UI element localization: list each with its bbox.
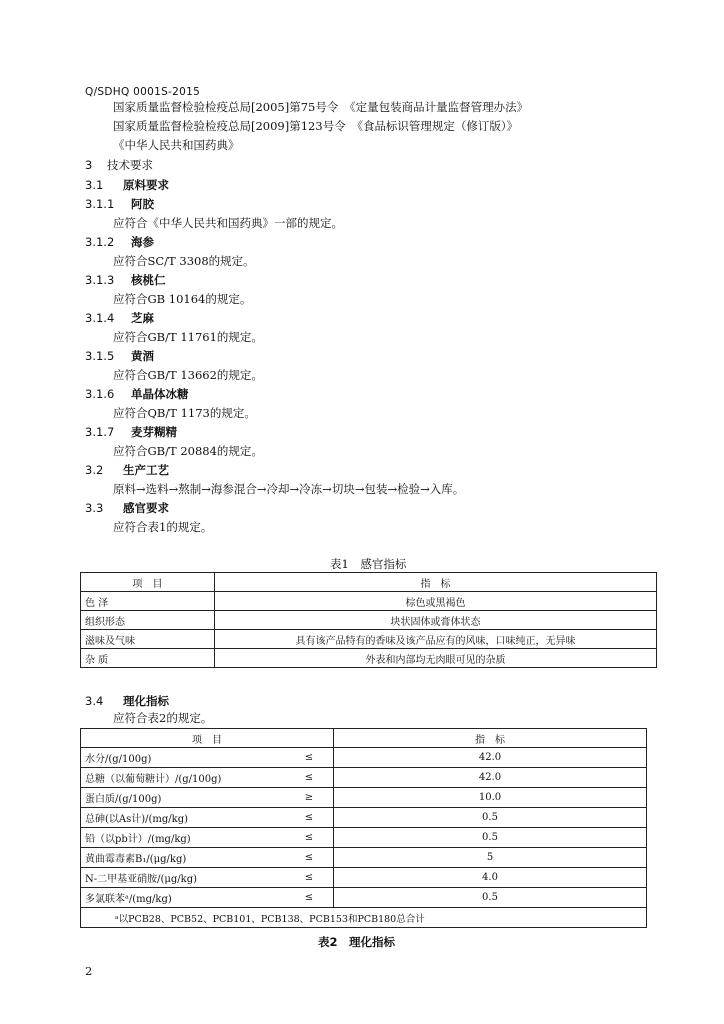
section-title: 芝麻 [131, 311, 154, 325]
table-cell: ≥ [285, 788, 334, 808]
table-cell: ≤ [285, 868, 334, 888]
page-number: 2 [85, 964, 93, 978]
table-row [81, 888, 647, 908]
section-number: 3.1.4 [85, 311, 115, 325]
table-row [81, 868, 647, 888]
section-heading-3-1-5 [85, 348, 154, 364]
table-cell: 42.0 [334, 768, 647, 788]
table-cell: N-二甲基亚硝胺/(μg/kg) [81, 868, 286, 888]
section-text: 应符合《中华人民共和国药典》一部的规定。 [113, 216, 343, 230]
table-cell: 5 [334, 848, 647, 868]
section-number: 3.1 [85, 178, 104, 192]
sensory-table [80, 572, 657, 668]
section-number: 3.1.3 [85, 273, 115, 287]
section-number: 3.1.1 [85, 197, 115, 211]
table-cell: ≤ [285, 748, 334, 768]
table-cell: 水分/(g/100g) [81, 748, 286, 768]
section-number: 3.4 [85, 694, 104, 708]
table-row [81, 768, 647, 788]
section-number: 3.1.5 [85, 349, 115, 363]
table-cell: 块状固体或膏体状态 [215, 611, 657, 630]
table-row [81, 788, 647, 808]
section-heading-3-1-2 [85, 234, 154, 250]
table-cell: 铅（以pb计）/(mg/kg) [81, 828, 286, 848]
section-text: 应符合SC/T 3308的规定。 [113, 254, 255, 268]
table-cell: 4.0 [334, 868, 647, 888]
table-row [81, 630, 657, 649]
table-cell: ≤ [285, 848, 334, 868]
table-header-cell: 指 标 [334, 729, 647, 748]
table-cell: 外表和内部均无肉眼可见的杂质 [215, 649, 657, 668]
section-heading-3-4 [85, 693, 169, 709]
process-flow-text: 原料→选料→熬制→海参混合→冷却→冷冻→切块→包装→检验→入库。 [113, 482, 465, 496]
table1-caption: 表1 感官指标 [330, 557, 407, 571]
table-cell: 总砷(以As计)/(mg/kg) [81, 808, 286, 828]
section-heading-3-1-1 [85, 196, 154, 212]
table2-caption: 表2 理化指标 [318, 935, 396, 949]
section-heading-3-1-6 [85, 386, 189, 402]
table-cell: ≤ [285, 888, 334, 908]
section-title: 麦芽糊精 [131, 425, 177, 439]
section-text: 应符合GB/T 20884的规定。 [113, 444, 263, 458]
table-cell: 多氯联苯ᵃ/(mg/kg) [81, 888, 286, 908]
table-footnote-row [81, 908, 647, 928]
section-text: 应符合表2的规定。 [113, 711, 213, 725]
section-number: 3.1.2 [85, 235, 115, 249]
table-cell: 组织形态 [81, 611, 215, 630]
table-header-cell: 项 目 [81, 729, 334, 748]
table-cell: 杂 质 [81, 649, 215, 668]
table-cell: 42.0 [334, 748, 647, 768]
section-heading-3-1-7 [85, 424, 177, 440]
table-header-cell: 指 标 [215, 573, 657, 592]
section-text: 应符合表1的规定。 [113, 520, 213, 534]
section-text: 应符合QB/T 1173的规定。 [113, 406, 256, 420]
table-cell: 总糖（以葡萄糖计）/(g/100g) [81, 768, 286, 788]
section-title: 生产工艺 [123, 463, 169, 477]
section-title: 阿胶 [131, 197, 154, 211]
section-heading-3-3 [85, 500, 169, 516]
section-heading-3-1-3 [85, 272, 166, 288]
table-cell: 蛋白质/(g/100g) [81, 788, 286, 808]
section-number: 3.1.7 [85, 425, 115, 439]
section-heading-3-1 [85, 177, 169, 193]
table-cell: ≤ [285, 808, 334, 828]
section-text: 应符合GB 10164的规定。 [113, 292, 252, 306]
section-title: 海参 [131, 235, 154, 249]
reference-item: 国家质量监督检验检疫总局[2005]第75号令 《定量包装商品计量监督管理办法》 [113, 100, 529, 114]
section-title: 原料要求 [123, 178, 169, 192]
table-row [81, 828, 647, 848]
table-cell: 10.0 [334, 788, 647, 808]
table-header-cell: 项 目 [81, 573, 215, 592]
table-cell: 0.5 [334, 888, 647, 908]
table-cell: ≤ [285, 828, 334, 848]
reference-item: 国家质量监督检验检疫总局[2009]第123号令 《食品标识管理规定（修订版）》 [113, 119, 519, 133]
table-cell: 滋味及气味 [81, 630, 215, 649]
table-header-row [81, 573, 657, 592]
section-heading-3-1-4 [85, 310, 154, 326]
table-cell: 棕色或黑褐色 [215, 592, 657, 611]
table-row [81, 611, 657, 630]
section-number: 3 [85, 158, 93, 172]
section-title: 感官要求 [123, 501, 169, 515]
section-heading-3 [85, 157, 153, 173]
section-number: 3.2 [85, 463, 104, 477]
table-row [81, 592, 657, 611]
section-text: 应符合GB/T 13662的规定。 [113, 368, 263, 382]
table-header-row [81, 729, 647, 748]
table-row [81, 748, 647, 768]
table-cell: 0.5 [334, 828, 647, 848]
document-code: Q/SDHQ 0001S-2015 [85, 86, 201, 98]
section-text: 应符合GB/T 11761的规定。 [113, 330, 263, 344]
reference-item: 《中华人民共和国药典》 [113, 138, 240, 152]
section-number: 3.3 [85, 501, 104, 515]
section-title: 核桃仁 [131, 273, 166, 287]
table-cell: 0.5 [334, 808, 647, 828]
section-title: 黄酒 [131, 349, 154, 363]
table-row [81, 808, 647, 828]
section-number: 3.1.6 [85, 387, 115, 401]
physicochemical-table [80, 728, 647, 928]
section-heading-3-2 [85, 462, 169, 478]
table-cell: ≤ [285, 768, 334, 788]
section-title: 单晶体冰糖 [131, 387, 189, 401]
table-cell: 黄曲霉毒素B₁/(μg/kg) [81, 848, 286, 868]
section-title: 理化指标 [123, 694, 169, 708]
table-cell: 具有该产品特有的香味及该产品应有的风味，口味纯正，无异味 [215, 630, 657, 649]
table-cell: 色 泽 [81, 592, 215, 611]
table-row [81, 649, 657, 668]
table-footnote: ᵃ以PCB28、PCB52、PCB101、PCB138、PCB153和PCB180总合计 [81, 908, 647, 928]
section-title: 技术要求 [107, 158, 153, 172]
table-row [81, 848, 647, 868]
